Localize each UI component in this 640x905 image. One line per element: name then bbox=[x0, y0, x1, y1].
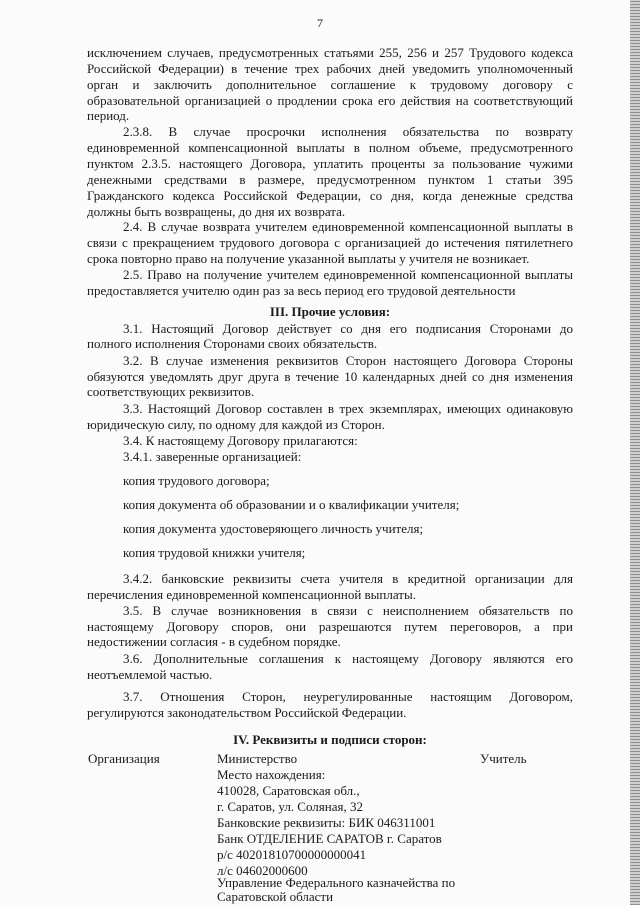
ministry-requisite: Саратовской области bbox=[217, 889, 334, 904]
clause-3-3: 3.3. Настоящий Договор составлен в трех экземплярах, имеющих одинаковую bbox=[123, 401, 573, 416]
clause-3-4-1: 3.4.1. заверенные организацией: bbox=[123, 449, 302, 464]
text-line: обязуются уведомлять друг друга в течение 10 календарных дней со дня изменения bbox=[87, 369, 573, 384]
ministry-requisite: 410028, Саратовская обл., bbox=[217, 783, 360, 798]
attachment-item: копия трудового договора; bbox=[123, 473, 270, 488]
clause-2-4: 2.4. В случае возврата учителем единовременной компенсационной выплаты в bbox=[123, 219, 573, 234]
ministry-requisite: Место нахождения: bbox=[217, 767, 326, 782]
text-line: регулируются законодательством Российской Федерации. bbox=[87, 705, 407, 720]
clause-2-3-8: 2.3.8. В случае просрочки исполнения обязательства по возврату bbox=[123, 124, 573, 139]
section-4-title: IV. Реквизиты и подписи сторон: bbox=[233, 732, 427, 747]
ministry-requisite: Министерство bbox=[217, 751, 298, 766]
text-line: связи с прекращением трудового договора с организацией до истечения пятилетнего bbox=[87, 235, 573, 250]
text-line: исключением случаев, предусмотренных статьями 255, 256 и 257 Трудового кодекса bbox=[87, 45, 573, 60]
clause-3-4: 3.4. К настоящему Договору прилагаются: bbox=[123, 433, 358, 448]
text-line: полного исполнения Сторонами своих обязательств. bbox=[87, 336, 378, 351]
ministry-requisite: Банковские реквизиты: БИК 046311001 bbox=[217, 815, 436, 830]
clause-2-5: 2.5. Право на получение учителем единовременной компенсационной выплаты bbox=[123, 267, 573, 282]
text-line: должны быть возвращены, до дня их возврата. bbox=[87, 204, 346, 219]
clause-3-4-2: 3.4.2. банковские реквизиты счета учителя в кредитной организации для bbox=[123, 571, 573, 586]
ministry-requisite: р/с 40201810700000000041 bbox=[217, 847, 367, 862]
section-3-title: III. Прочие условия: bbox=[269, 304, 391, 319]
ministry-requisite: Управление Федерального казначейства по bbox=[217, 875, 456, 890]
text-line: недостижении согласия - в судебном порядке. bbox=[87, 634, 341, 649]
text-line: соответствующих реквизитов. bbox=[87, 384, 255, 399]
clause-3-5: 3.5. В случае возникновения в связи с неисполнением обязательств по bbox=[123, 603, 573, 618]
ministry-requisite: Банк ОТДЕЛЕНИЕ САРАТОВ г. Саратов bbox=[217, 831, 442, 846]
text-line: неотъемлемой частью. bbox=[87, 667, 213, 682]
teacher-label: Учитель bbox=[480, 751, 527, 766]
text-line: срока повторно право на получение указанной выплаты у учителя не возникает. bbox=[87, 251, 530, 266]
organization-label: Организация bbox=[88, 751, 160, 766]
scan-edge bbox=[630, 0, 640, 905]
ministry-requisite: г. Саратов, ул. Соляная, 32 bbox=[217, 799, 363, 814]
text-line: настоящему Договору споров, они разрешаются путем переговоров, а при bbox=[87, 619, 573, 634]
text-line: перечисления единовременной компенсационной выплаты. bbox=[87, 587, 416, 602]
text-line: пунктом 2.3.5. настоящего Договора, уплатить проценты за пользование чужими bbox=[87, 156, 573, 171]
attachment-item: копия документа удостоверяющего личность учителя; bbox=[123, 521, 424, 536]
ministry-requisite: л/с 04602000600 bbox=[217, 863, 308, 878]
text-line: единовременной компенсационной выплаты в полном объеме, предусмотренного bbox=[87, 140, 573, 155]
text-line: период. bbox=[87, 108, 130, 123]
text-line: образовательной организацией о продлении срока его действия на соответствующий bbox=[87, 93, 573, 108]
text-line: денежными средствами в размере, предусмотренном пунктом 1 статьи 395 bbox=[87, 172, 573, 187]
clause-3-6: 3.6. Дополнительные соглашения к настоящему Договору являются его bbox=[123, 651, 573, 666]
text-line: Российской Федерации) в течение трех рабочих дней уведомить уполномоченный bbox=[87, 61, 573, 76]
text-line: предоставляется учителю один раз за весь период его трудовой деятельности bbox=[87, 283, 516, 298]
clause-3-1: 3.1. Настоящий Договор действует со дня его подписания Сторонами до bbox=[123, 321, 573, 336]
clause-3-7: 3.7. Отношения Сторон, неурегулированные настоящим Договором, bbox=[123, 689, 573, 704]
attachment-item: копия трудовой книжки учителя; bbox=[123, 545, 306, 560]
text-line: Гражданского кодекса Российской Федерации, со дня, когда денежные средства bbox=[87, 188, 573, 203]
text-line: орган и заключить дополнительное соглашение к трудовому договору с bbox=[87, 77, 573, 92]
attachment-item: копия документа об образовании и о квалификации учителя; bbox=[123, 497, 460, 512]
text-line: юридическую силу, по одному для каждой из Сторон. bbox=[87, 417, 385, 432]
clause-3-2: 3.2. В случае изменения реквизитов Сторон настоящего Договора Стороны bbox=[123, 353, 573, 368]
page-number: 7 bbox=[317, 16, 323, 30]
